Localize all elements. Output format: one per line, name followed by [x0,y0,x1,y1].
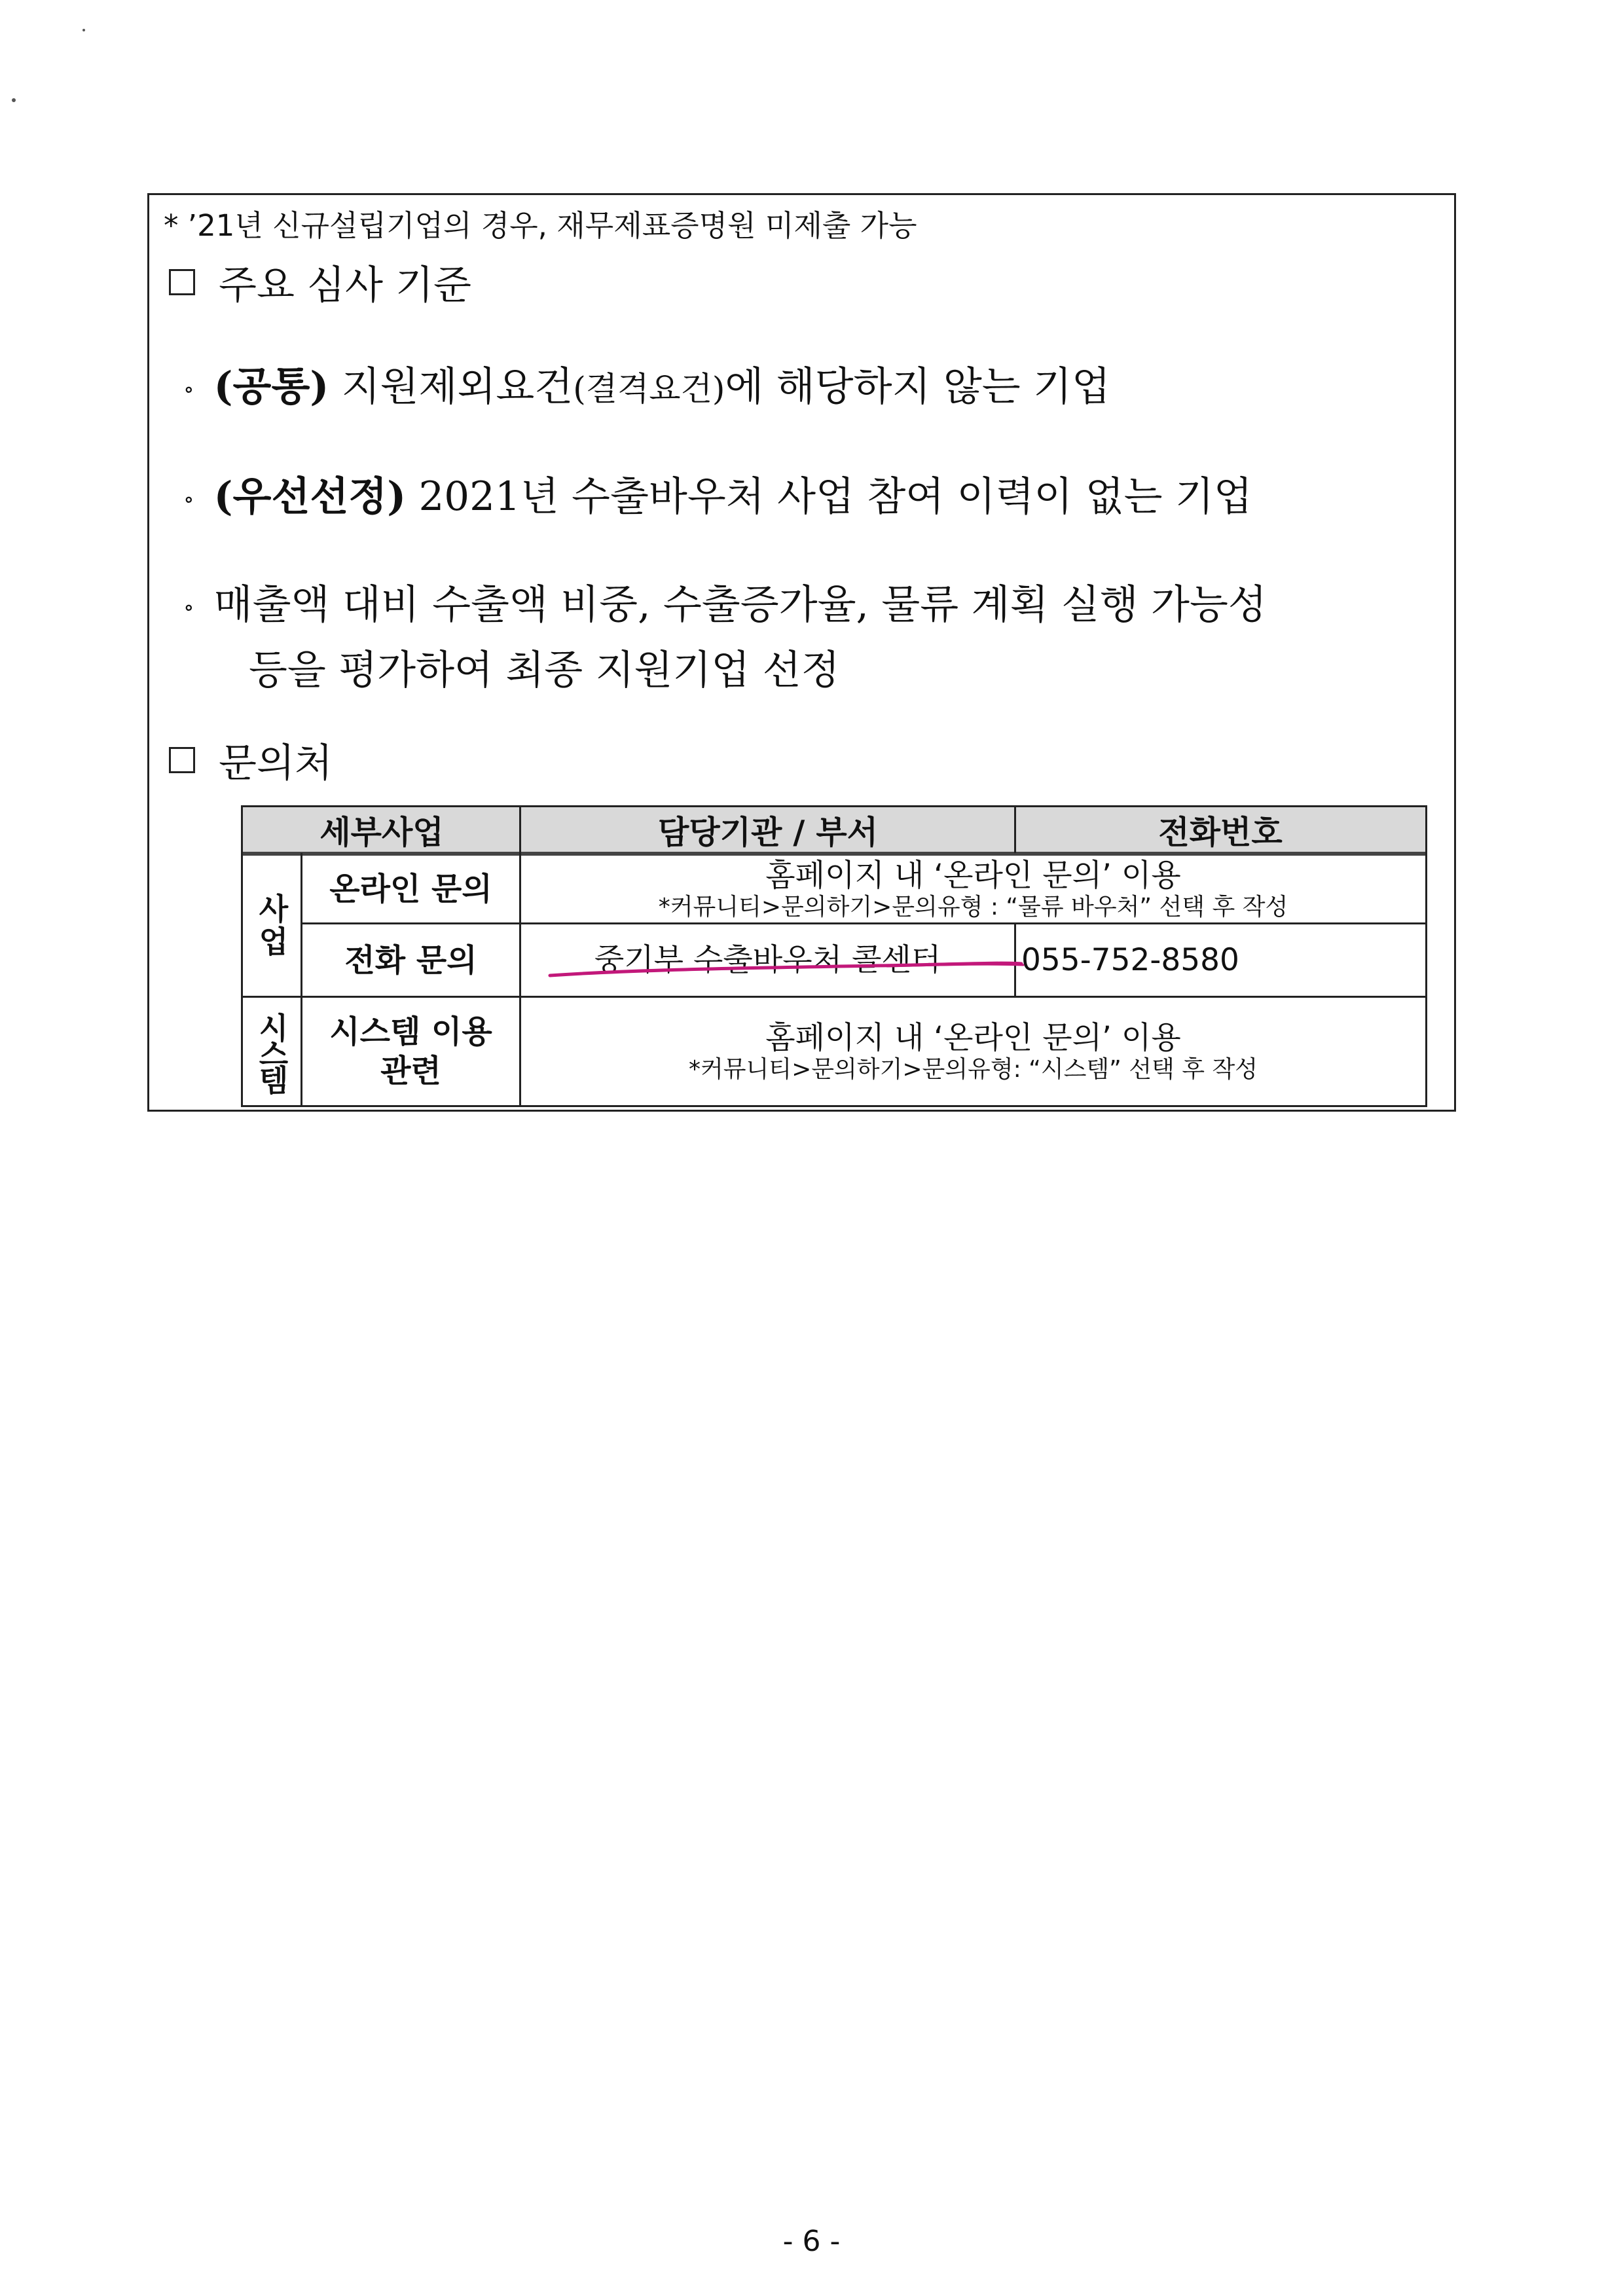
group-label-text: 시스템 [254,1012,289,1091]
scan-speck [12,98,16,102]
bullet-circle-icon: ∘ [183,376,194,403]
table-header-cell [520,807,1015,853]
phone-number: 055-752-8580 [1021,942,1239,978]
criteria-title: 주요 심사 기준 [219,263,471,308]
checkbox-square-icon [169,747,195,773]
row-label-phone [302,924,519,996]
table-header-cell [1015,807,1425,853]
bullet-circle-icon: ∘ [183,594,194,621]
criteria-item-text: 지원제외요건 [329,363,574,410]
agency-text: 중기부 수출바우처 콜센터 [594,942,941,978]
online-inquiry-info [521,856,1425,922]
criteria-item-evaluation [183,573,1267,630]
pen-underline-mark [547,956,1025,982]
group-label-text: 사업 [254,893,289,958]
info-sub: *커뮤니티>문의하기>문의유형 : “물류 바우처” 선택 후 작성 [658,893,1288,920]
startup-note: * ’21년 신규설립기업의 경우, 재무제표증명원 미제출 가능 [164,208,917,243]
page-number: - 6 - [782,2225,841,2258]
criteria-item-text: 2021년 수출바우처 사업 참여 이력이 없는 기업 [406,473,1252,520]
criteria-item-rest: 에 해당하지 않는 기업 [725,363,1110,410]
group-label-system [243,998,301,1105]
criteria-item-paren: (결격요건) [573,370,725,408]
criteria-item-line2: 등을 평가하여 최종 지원기업 선정 [249,647,840,693]
contact-title: 문의처 [219,740,333,786]
info-sub: *커뮤니티>문의하기>문의유형: “시스템” 선택 후 작성 [688,1055,1258,1083]
header-label: 담당기관 / 부서 [657,814,879,851]
row-label-text: 전화 문의 [344,941,477,979]
table-header-cell [243,807,520,853]
checkbox-square-icon [169,269,195,295]
system-inquiry-info [521,998,1425,1105]
callcenter-phone [1016,924,1425,996]
row-label-text: 관련 [380,1053,441,1089]
header-label: 전화번호 [1158,814,1283,851]
row-label-text: 온라인 문의 [329,871,492,907]
criteria-item-common [183,355,1110,412]
row-label-text: 시스템 이용 [329,1013,492,1050]
group-label-business [243,856,301,996]
scan-speck [82,29,85,31]
row-label-online [302,856,519,922]
criteria-item-line1: 매출액 대비 수출액 비중, 수출증가율, 물류 계획 실행 가능성 [213,581,1267,628]
criteria-item-priority [183,465,1252,522]
criteria-item-evaluation-cont [249,638,840,695]
contact-heading [169,732,333,788]
header-label: 세부사업 [319,814,444,851]
table-rule [1014,807,1016,853]
criteria-item-tag: (공통) [213,363,329,410]
info-main: 홈페이지 내 ‘온라인 문의’ 이용 [765,857,1181,894]
criteria-heading [169,254,471,310]
bullet-circle-icon: ∘ [183,486,194,513]
row-label-system [302,998,519,1105]
criteria-item-tag: (우선선정) [213,473,407,520]
info-main: 홈페이지 내 ‘온라인 문의’ 이용 [765,1019,1181,1056]
